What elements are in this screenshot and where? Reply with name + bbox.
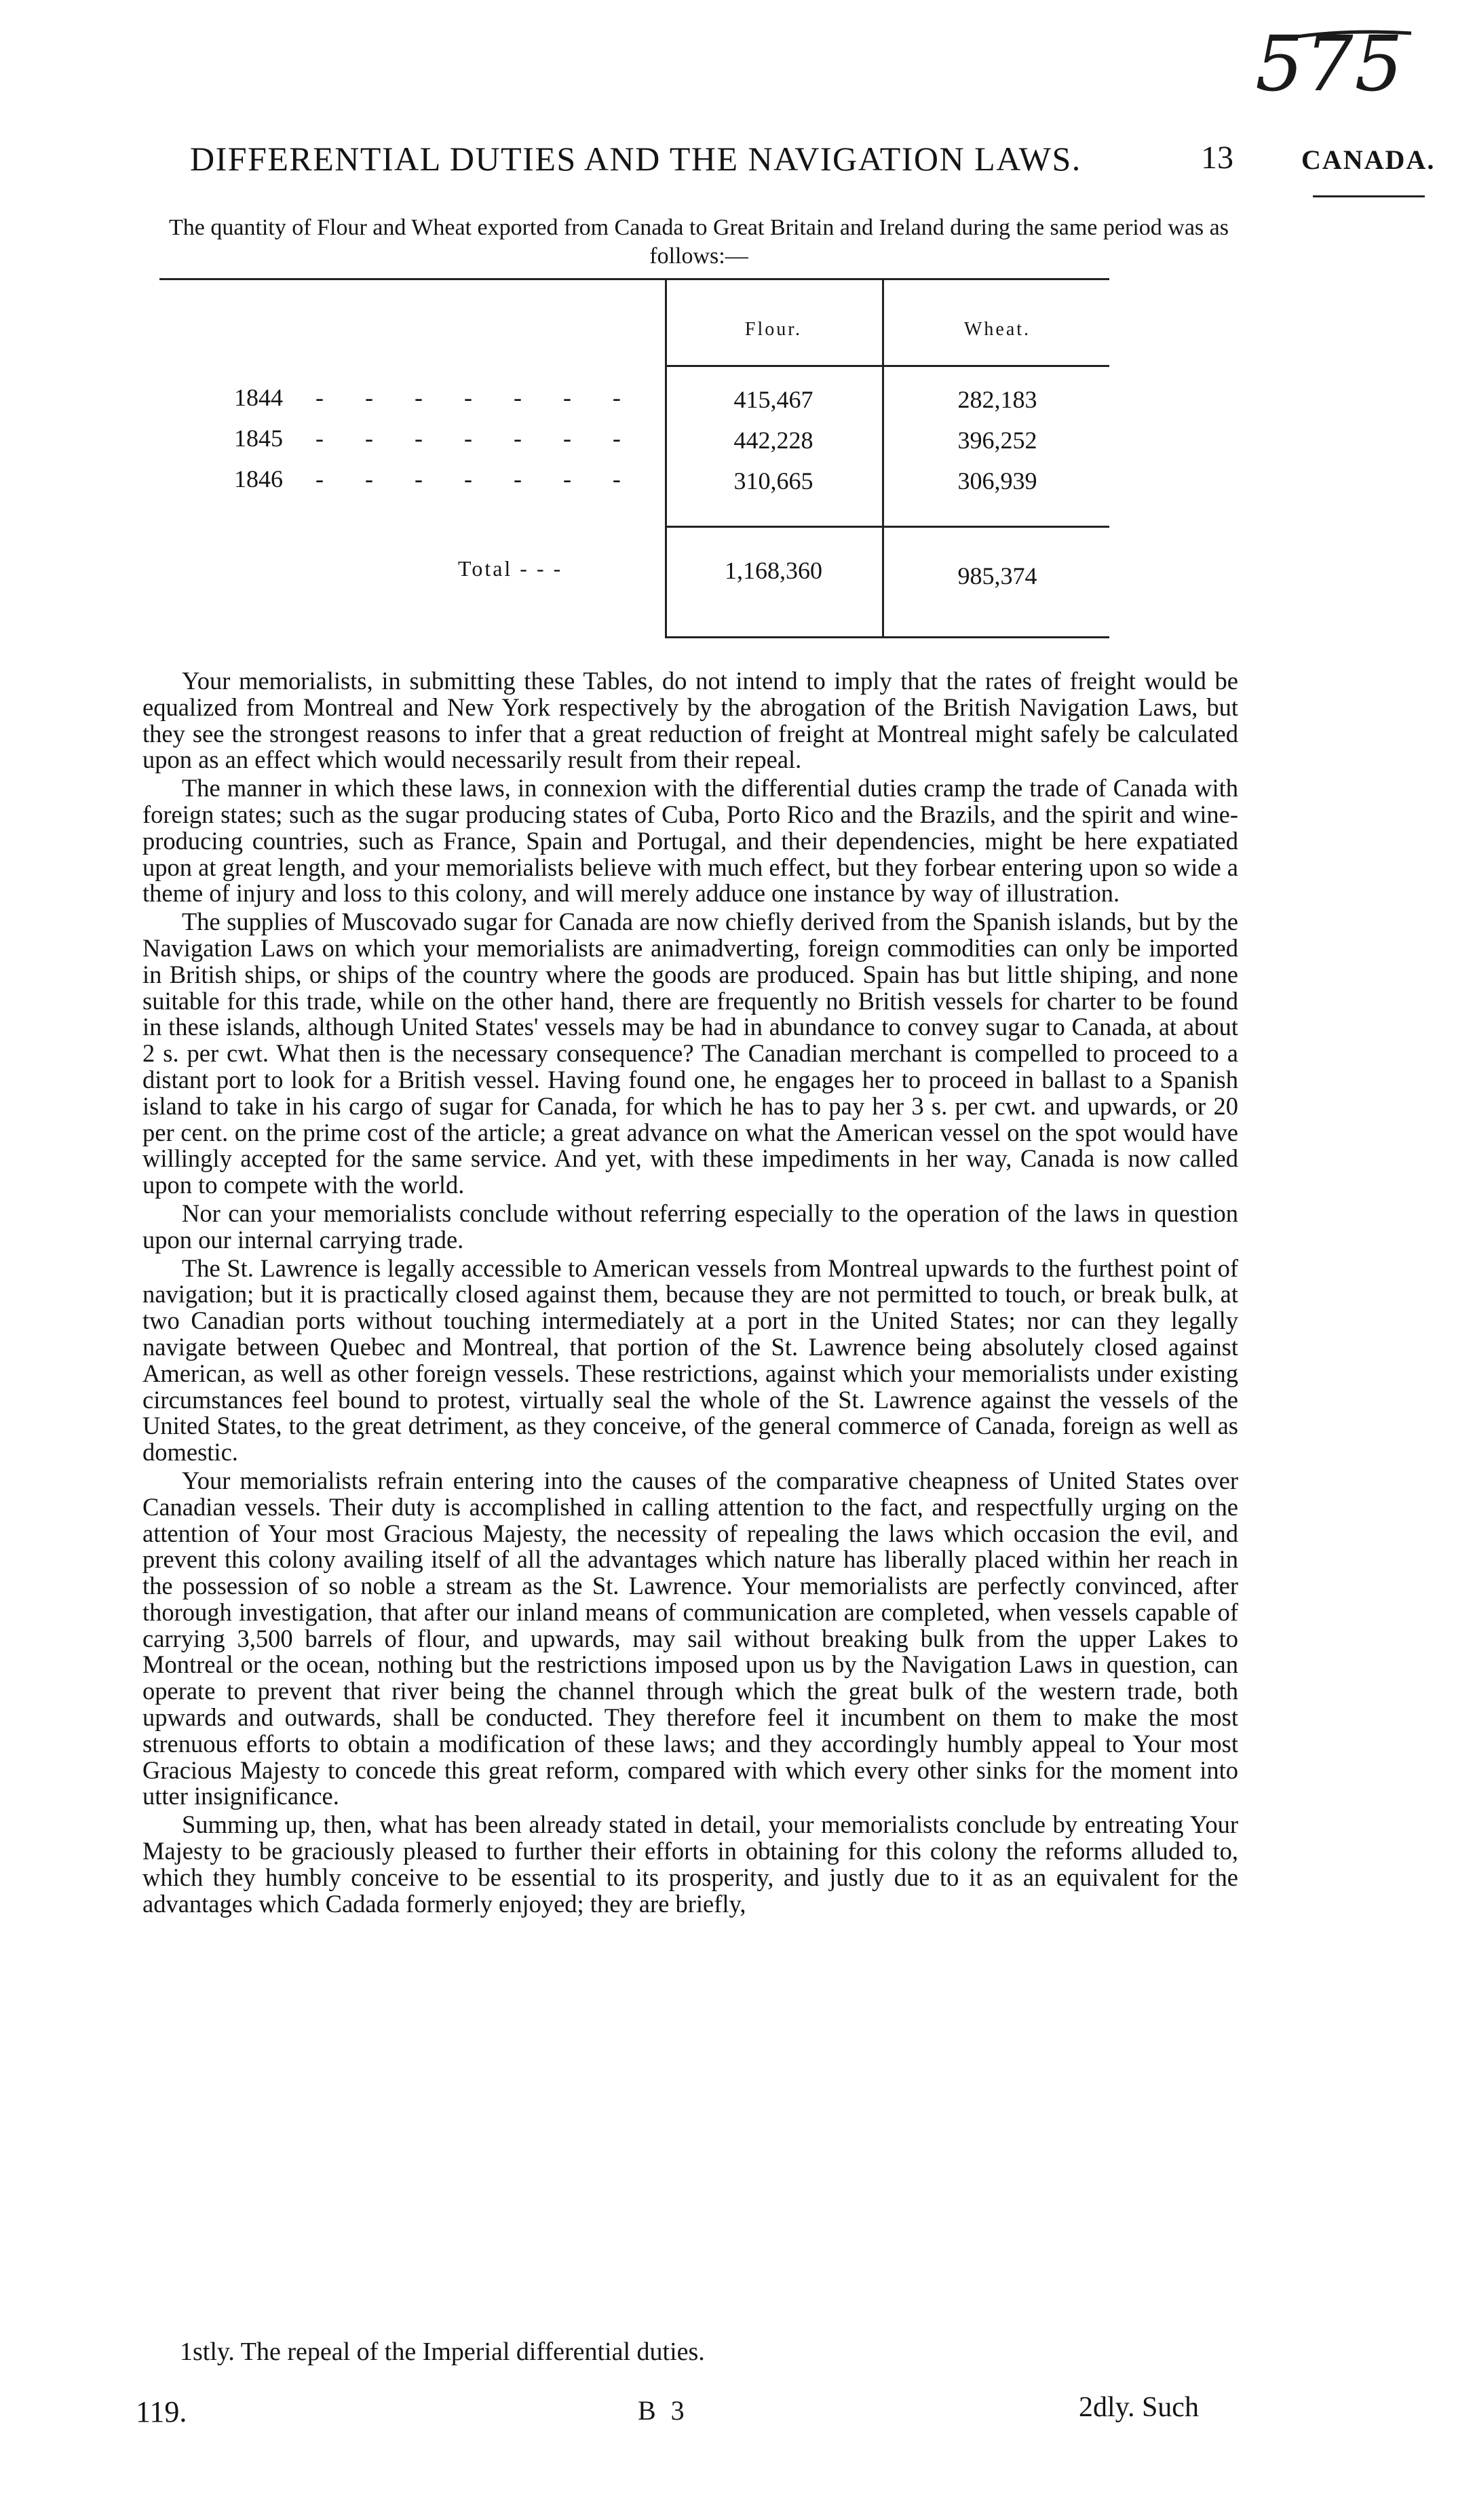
handwritten-folio-number: 575: [1255, 20, 1404, 109]
footer-signature-mark: B 3: [638, 2395, 689, 2426]
row-year: 1846: [234, 465, 283, 492]
total-wheat-value: 985,374: [957, 562, 1037, 589]
table-total-rule: [665, 526, 1109, 528]
row-year: 1845: [234, 425, 283, 452]
first-clause: 1stly. The repeal of the Imperial differential duties.: [180, 2338, 705, 2366]
row-year: 1844: [234, 384, 283, 411]
row-leader: - - - - - - -: [315, 384, 638, 411]
header-flour: Flour.: [744, 319, 803, 340]
header-wheat: Wheat.: [963, 319, 1031, 340]
running-head-title: DIFFERENTIAL DUTIES AND THE NAVIGATION LAWS.: [190, 140, 1081, 178]
total-label: Total - - -: [458, 556, 563, 581]
paragraph: The manner in which these laws, in connexion with the differential duties cramp the trade of Canada with foreign states; such as the sugar producing states of Cuba, Porto Rico and the Brazils, and the spirit and wine-producing countries, such as France, Spain and Portugal, and their dependencies, might be here expatiated upon at great length, and your memorialists believe with much effect, but they forbear entering upon so wide a theme of injury and loss to this colony, and will merely adduce one instance by way of illustration.: [142, 774, 1238, 908]
margin-rule: [1313, 195, 1425, 197]
export-table: [159, 278, 1109, 658]
total-flour-value: 1,168,360: [725, 557, 822, 584]
paragraph: Your memorialists, in submitting these Tables, do not intend to imply that the rates of freight would be equalized from Montreal and New York respectively by the abrogation of the British Navigation Laws, but they see the strongest reasons to infer that a great reduction of freight at Montreal might safely be calculated upon as an effect which would necessarily result from their repeal.: [142, 667, 1238, 774]
row-flour-value: 442,228: [733, 427, 813, 454]
row-wheat-value: 396,252: [957, 427, 1037, 454]
paragraph: Your memorialists refrain entering into the causes of the comparative cheapness of United States over Canadian vessels. Their duty is accomplished in calling attention to the fact, and respectfully urging on the attention of Your most Gracious Majesty, the necessity of repealing the laws which occasion the evil, and prevent this colony availing itself of all the advantages which nature has liberally placed within her reach in the possession of so noble a stream as the St. Lawrence. Your memorialists are perfectly convinced, after thorough investigation, that after our inland means of communication are completed, when vessels capable of carrying 3,500 barrels of flour, and upwards, may sail without breaking bulk from the upper Lakes to Montreal or the ocean, nothing but the restrictions imposed upon us by the Navigation Laws in question, can operate to prevent that river being the channel through which the great bulk of the western trade, both upwards and outwards, shall be conducted. They therefore feel it incumbent on them to make the most strenuous efforts to obtain a modification of these laws; and they accordingly humbly appeal to Your most Gracious Majesty to concede this great reform, compared with which every other sinks for the moment into utter insignificance.: [142, 1466, 1238, 1810]
row-leader: - - - - - - -: [315, 425, 638, 452]
footer-catchword: 2dly. Such: [1079, 2392, 1199, 2423]
table-column-rule-1: [665, 278, 667, 638]
paragraph: The supplies of Muscovado sugar for Canada are now chiefly derived from the Spanish islands, but by the Navigation Laws on which your memorialists are animadverting, foreign commodities can only be imported in British ships, or ships of the country where the goods are produced. Spain has but little shiping, and none suitable for this trade, while on the other hand, there are frequently no British vessels for charter to be found in these islands, although United States' vessels may be had in abundance to convey sugar to Canada, at about 2 s. per cwt. What then is the necessary consequence? The Canadian merchant is compelled to proceed to a distant port to look for a British vessel. Having found one, he engages her to proceed in ballast to a Spanish island to take in his cargo of sugar for Canada, for which he has to pay her 3 s. per cwt. and upwards, or 20 per cent. on the prime cost of the article; a great advance on what the American vessel on the spot would have willingly accepted for the same service. And yet, with these impediments in her way, Canada is now called upon to compete with the world.: [142, 908, 1238, 1199]
row-flour-value: 310,665: [733, 467, 813, 495]
row-flour-value: 415,467: [733, 386, 813, 413]
table-header-rule: [665, 365, 1109, 367]
table-column-rule-2: [882, 278, 884, 638]
paragraph: The St. Lawrence is legally accessible to American vessels from Montreal upwards to the furthest point of navigation; but it is practically closed against them, because they are not permitted to touch, or break bulk, at two Canadian ports without touching intermediately at a port in the United States; nor can they legally navigate between Quebec and Montreal, that portion of the St. Lawrence being absolutely closed against American, as well as other foreign vessels. These restrictions, against which your memorialists under existing circumstances feel bound to protest, virtually seal the whole of the St. Lawrence against the vessels of the United States, to the great detriment, as they conceive, of the general commerce of Canada, foreign as well as domestic.: [142, 1254, 1238, 1467]
row-wheat-value: 282,183: [957, 386, 1037, 413]
paragraph: Nor can your memorialists conclude without referring especially to the operation of the laws in question upon our internal carrying trade.: [142, 1199, 1238, 1254]
folio-underline: [1286, 24, 1415, 98]
row-wheat-value: 306,939: [957, 467, 1037, 495]
table-bottom-rule: [665, 636, 1109, 638]
paragraph: Summing up, then, what has been already stated in detail, your memorialists conclude by entreating Your Majesty to be graciously pleased to further their efforts in obtaining for this colony the reforms alluded to, which they humbly conceive to be essential to its prosperity, and justly due to it as an equivalent for the advantages which Cadada formerly enjoyed; they are briefly,: [142, 1810, 1238, 1918]
table-top-rule: [159, 278, 1109, 280]
footer-sheet-number: 119.: [136, 2395, 187, 2428]
margin-side-label: CANADA.: [1301, 144, 1436, 175]
memorial-body: [142, 668, 1238, 1919]
page-number: 13: [1201, 140, 1233, 176]
row-leader: - - - - - - -: [315, 465, 638, 492]
table-introduction: The quantity of Flour and Wheat exported from Canada to Great Britain and Ireland during the same period was as follows:—: [169, 215, 1229, 269]
